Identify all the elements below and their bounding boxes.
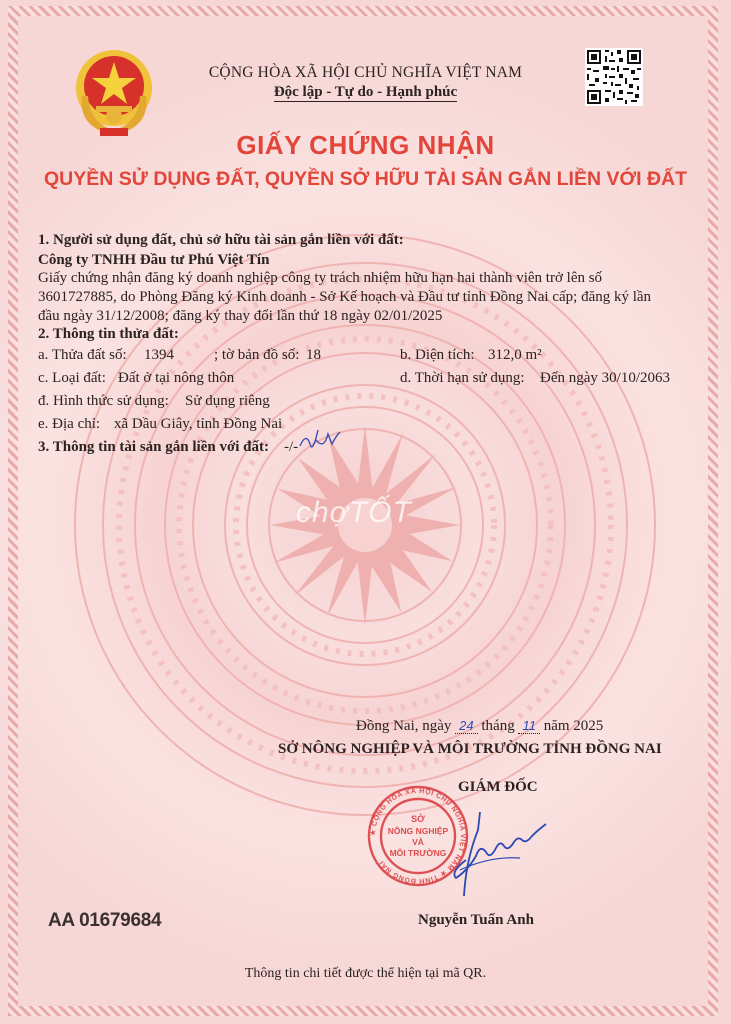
owner-detail-line1: Giấy chứng nhận đăng ký doanh nghiệp công ty trách nhiệm hữu hạn hai thành viên trở lên số — [38, 270, 603, 286]
republic-name: CỘNG HÒA XÃ HỘI CHỦ NGHĨA VIỆT NAM — [208, 64, 523, 81]
certificate-serial: AA 01679684 — [48, 910, 162, 931]
handwritten-signature — [420, 800, 550, 900]
handwritten-mark-icon — [298, 426, 344, 456]
parcel-number-value: 1394 — [144, 347, 174, 363]
issue-place: Đồng Nai, ngày — [356, 718, 452, 734]
watermark-logo: chợTỐT — [296, 496, 412, 529]
issuing-agency: SỞ NÔNG NGHIỆP VÀ MÔI TRƯỜNG TỈNH ĐỒNG NAI — [278, 741, 662, 757]
usage-term-value: Đến ngày 30/10/2063 — [540, 370, 670, 386]
usage-form-value: Sử dụng riêng — [185, 393, 270, 409]
map-sheet-value: 18 — [306, 347, 321, 363]
motto-text: Độc lập - Tự do - Hạnh phúc — [273, 84, 458, 100]
owner-name: Công ty TNHH Đầu tư Phú Việt Tín — [38, 252, 270, 268]
signer-name: Nguyễn Tuấn Anh — [418, 912, 534, 928]
svg-text:NÔNG NGHIỆP: NÔNG NGHIỆP — [387, 826, 449, 836]
signer-role: GIÁM ĐỐC — [458, 779, 538, 795]
owner-detail-line2: 3601727885, do Phòng Đăng ký Kinh doanh - Sở Kế hoạch và Đầu tư tỉnh Đồng Nai cấp; đăng ký lần — [38, 289, 652, 305]
section1-heading: 1. Người sử dụng đất, chủ sở hữu tài sản gắn liền với đất: — [38, 232, 404, 248]
section3-heading: 3. Thông tin tài sản gắn liền với đất: — [38, 439, 269, 455]
parcel-number-label: a. Thửa đất số: — [38, 347, 127, 363]
certificate-subtitle: QUYỀN SỬ DỤNG ĐẤT, QUYỀN SỞ HỮU TÀI SẢN GẮN LIỀN VỚI ĐẤT — [43, 168, 688, 190]
usage-term-label: d. Thời hạn sử dụng: — [400, 370, 525, 386]
land-type-label: c. Loại đất: — [38, 370, 106, 386]
section3-value: -/- — [284, 439, 299, 455]
svg-text:SỞ: SỞ — [411, 814, 425, 824]
land-type-value: Đất ở tại nông thôn — [118, 370, 235, 386]
issue-year: năm 2025 — [543, 718, 604, 734]
issue-month: 11 — [518, 718, 540, 734]
svg-text:MÔI TRƯỜNG: MÔI TRƯỜNG — [389, 848, 447, 858]
map-sheet-label: ; tờ bản đồ số: — [214, 347, 300, 363]
address-value: xã Dầu Giây, tỉnh Đồng Nai — [114, 416, 283, 432]
issue-date — [356, 718, 603, 735]
usage-form-label: đ. Hình thức sử dụng: — [38, 393, 169, 409]
national-motto — [0, 84, 731, 101]
qr-footer-note: Thông tin chi tiết được thể hiện tại mã QR. — [244, 966, 487, 981]
issue-day: 24 — [455, 718, 477, 734]
section2-heading: 2. Thông tin thửa đất: — [38, 326, 179, 342]
issue-month-label: tháng — [481, 718, 515, 734]
svg-text:VÀ: VÀ — [412, 837, 424, 847]
owner-detail-line3: đầu ngày 31/12/2008; đăng ký thay đổi lần thứ 18 ngày 02/01/2025 — [38, 308, 443, 324]
certificate-title: GIẤY CHỨNG NHẬN — [236, 130, 495, 160]
address-label: e. Địa chỉ: — [38, 416, 101, 432]
svg-text:★ CỘNG HÒA XÃ HỘI CHỦ NGHĨA VI: ★ CỘNG HÒA XÃ HỘI CHỦ NGHĨA VIỆT NAM ★ TỈNH ĐỒNG NAI — [369, 787, 467, 885]
area-value: 312,0 m² — [488, 347, 542, 363]
area-label: b. Diện tích: — [400, 347, 475, 363]
